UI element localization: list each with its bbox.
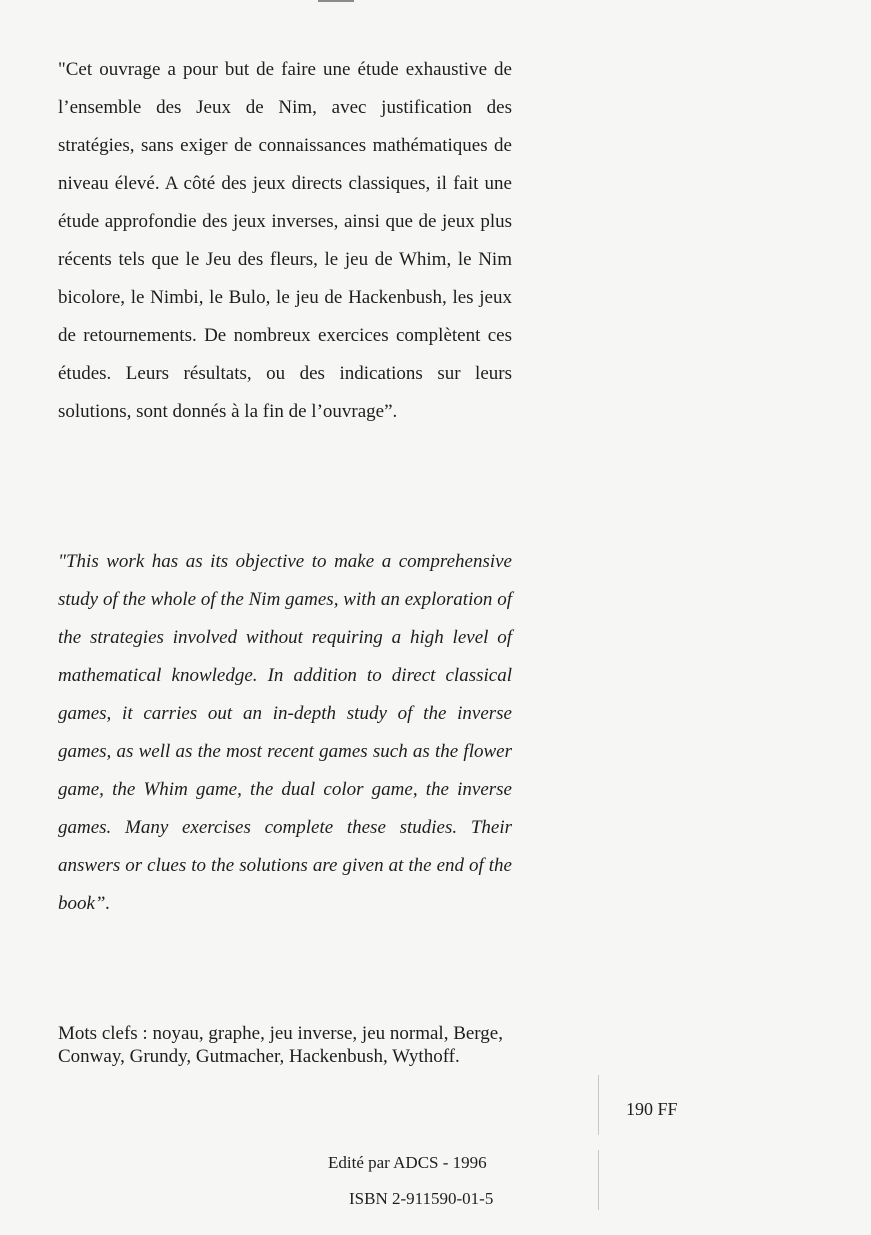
publisher-line: Edité par ADCS - 1996 <box>328 1153 487 1172</box>
english-description: "This work has as its objective to make a comprehensive study of the whole of the Nim games, with an exploration of the strategies involved without requiring a high level of mathematical knowledge. In addition to direct classical games, it carries out an in-depth study of the inverse games, as well as the most recent games such as the flower game, the Whim game, the dual color game, the inverse games. Many exercises complete these studies. Their answers or clues to the solutions are given at the end of the book”. <box>58 551 512 914</box>
keywords: Mots clefs : noyau, graphe, jeu inverse, jeu normal, Berge, Conway, Grundy, Gutmacher, Hackenbush, Wythoff. <box>58 1023 503 1067</box>
isbn: ISBN 2-911590-01-5 <box>349 1189 494 1208</box>
top-edge-mark <box>318 0 354 2</box>
scan-artifact-line <box>598 1150 599 1210</box>
price: 190 FF <box>626 1099 678 1119</box>
scan-artifact-line <box>598 1075 599 1135</box>
french-description: "Cet ouvrage a pour but de faire une étude exhaustive de l’ensemble des Jeux de Nim, avec justification des stratégies, sans exiger de connaissances mathématiques de niveau élevé. A côté des jeux directs classiques, il fait une étude approfondie des jeux inverses, ainsi que de jeux plus récents tels que le Jeu des fleurs, le jeu de Whim, le Nim bicolore, le Nimbi, le Bulo, le jeu de Hackenbush, les jeux de retournements. De nombreux exercices complètent ces études. Leurs résultats, ou des indications sur leurs solutions, sont donnés à la fin de l’ouvrage”. <box>58 59 512 422</box>
